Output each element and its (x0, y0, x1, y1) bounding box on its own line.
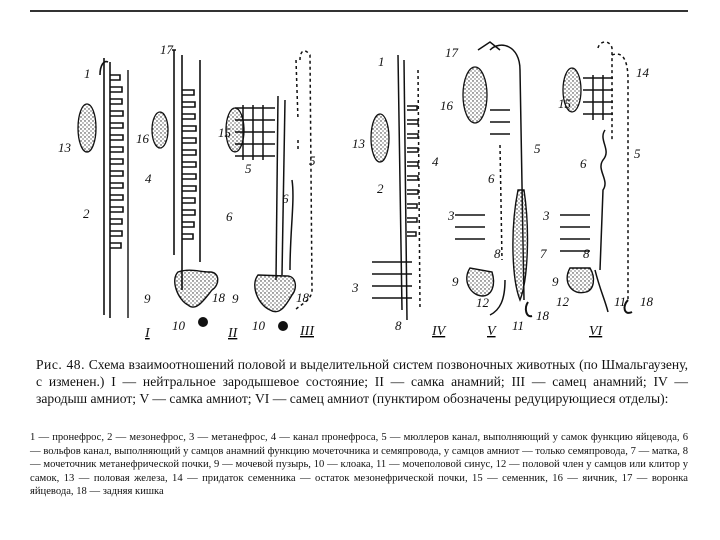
number-label: 12 (556, 294, 569, 309)
number-label: 5 (245, 161, 252, 176)
number-label: 17 (445, 45, 458, 60)
number-label: 2 (377, 181, 384, 196)
caption-label: Рис. 48. (36, 357, 85, 372)
number-label: 15 (558, 96, 571, 111)
number-label: 3 (352, 280, 359, 295)
number-label: 9 (452, 274, 459, 289)
number-label: 16 (136, 131, 149, 146)
number-label: 17 (160, 42, 173, 57)
number-label: 6 (282, 191, 289, 206)
number-label: 1 (84, 66, 91, 81)
number-label: 6 (580, 156, 587, 171)
number-label: 5 (309, 153, 316, 168)
number-label: 3 (543, 208, 550, 223)
hindgut-dot-3 (278, 321, 288, 331)
number-label: 18 (212, 290, 225, 305)
number-label: 5 (634, 146, 641, 161)
number-label: 13 (58, 140, 71, 155)
number-label: 9 (552, 274, 559, 289)
number-label: 3 (448, 208, 455, 223)
panel-label: VI (589, 324, 603, 339)
panel-label: I (145, 326, 150, 341)
number-label: 11 (614, 294, 627, 309)
number-label: 18 (536, 308, 549, 323)
number-label: 5 (534, 141, 541, 156)
number-label: 1 (378, 54, 385, 69)
number-label: 10 (252, 318, 265, 333)
bladder-shape-6 (567, 268, 593, 293)
panel-label: V (487, 324, 496, 339)
panel-2-drawing (172, 50, 200, 290)
hindgut-5 (526, 302, 532, 316)
number-label: 16 (440, 98, 453, 113)
figure-legend: 1 — пронефрос, 2 — мезонефрос, 3 — метанефрос, 4 — канал пронефроса, 5 — мюллеров канал, выполняющий у самок функцию яйцевода, 6 — вольфов канал, выполняющий у самцов анамний функцию мочеточника и семяпровода, у самцов амниот — только семяпровода, 7 — матка, 8 — мочеточник метанефрической почки, 9 — мочевой пузырь, 10 — клоака, 11 — мочеполовой синус, 12 — половой член у самцов или клитор у самок, 13 — половая железа, 14 — придаток семенника — остаток мезонефрической почки, 15 — семенник, 16 — яичник, 17 — воронка яйцевода, 18 — задняя кишка (30, 432, 688, 497)
number-label: 4 (432, 154, 439, 169)
number-label: 18 (296, 290, 309, 305)
bladder-cloaca-shape-3 (255, 275, 296, 312)
number-label: 7 (540, 246, 547, 261)
number-label: 10 (172, 318, 185, 333)
bladder-shape-5 (467, 268, 494, 296)
number-label: 9 (232, 291, 239, 306)
hindgut-dot (198, 317, 208, 327)
gonad-shape-4 (371, 114, 389, 162)
panel-1-drawing (100, 58, 128, 318)
number-label: 18 (640, 294, 653, 309)
number-label: 4 (145, 171, 152, 186)
number-label: 8 (583, 246, 590, 261)
panel-label: IV (432, 324, 446, 339)
number-label: 9 (144, 291, 151, 306)
caption-text: Схема взаимоотношений половой и выделительной систем позвоночных животных (по Шмальгаузену, с изменен.) I — нейтральное зародышевое состояние; II — самка анамний; III — самец анамний; IV — зародыш амниот; V — самка амниот; VI — самец амниот (пунктиром обозначены редуцирующиеся отделы): (36, 357, 688, 406)
ovary-shape-5 (463, 67, 487, 123)
number-label: 6 (226, 209, 233, 224)
number-label: 15 (218, 125, 231, 140)
uterus-shape (513, 190, 528, 300)
panel-3-drawing (235, 51, 312, 310)
ovary-shape (152, 112, 168, 148)
panel-label: III (300, 324, 314, 339)
number-label: 6 (488, 171, 495, 186)
number-label: 2 (83, 206, 90, 221)
number-label: 11 (512, 318, 525, 333)
figure-caption (36, 356, 688, 407)
panel-label: II (228, 326, 238, 341)
number-label: 8 (395, 318, 402, 333)
number-label: 8 (494, 246, 501, 261)
number-label: 12 (476, 295, 489, 310)
number-label: 14 (636, 65, 649, 80)
number-label: 13 (352, 136, 365, 151)
gonad-shape (78, 104, 96, 152)
